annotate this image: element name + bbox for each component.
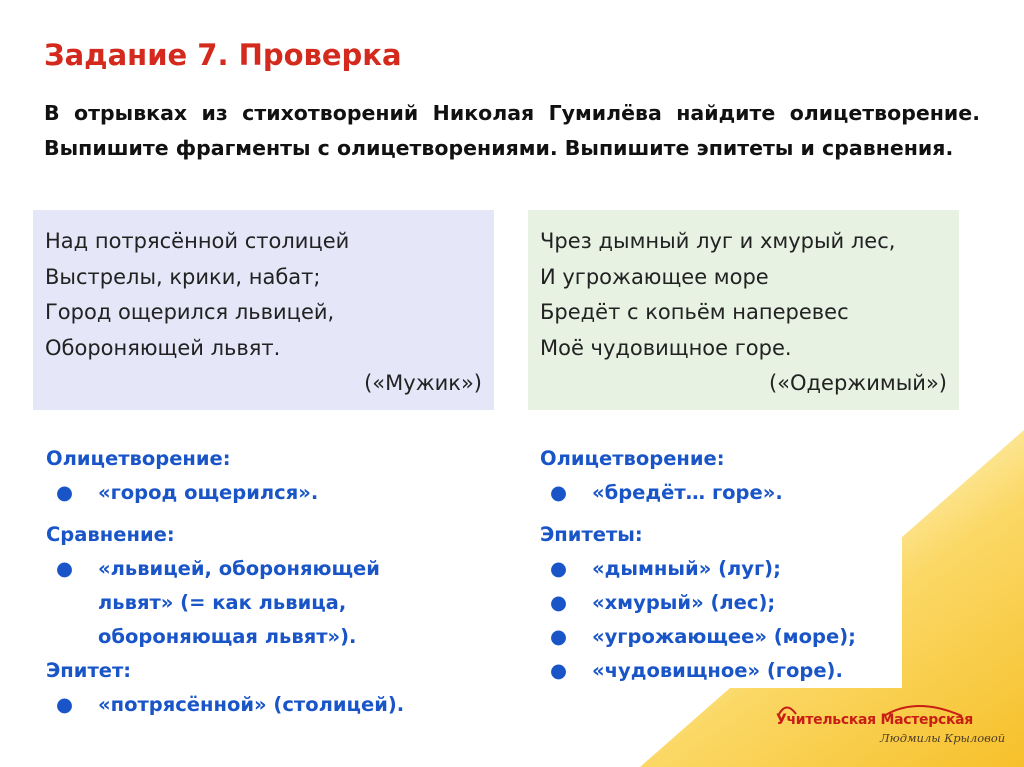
poem-line: Чрез дымный луг и хмурый лес, [540, 229, 896, 253]
item-text: «чудовищное» (горе). [592, 659, 843, 682]
poem-line: И угрожающее море [540, 264, 769, 289]
list-item [46, 476, 466, 510]
poem-line: Моё чудовищное горе. [540, 335, 792, 360]
poem-source: («Мужик») [364, 371, 482, 395]
list-item [540, 586, 902, 620]
task-text: В отрывках из стихотворений Николая Гумилёва найдите олицетворение. Выпишите фрагменты с олицетворениями. Выпишите эпитеты и сравнения. [44, 101, 980, 160]
item-text: «дымный» (луг); [592, 557, 781, 580]
answers-right [540, 442, 902, 688]
item-text: «бредёт… горе». [592, 481, 783, 504]
poem-line: Над потрясённой столицей [45, 229, 350, 253]
section-heading: Олицетворение: [46, 447, 231, 470]
bullet-icon: ● [56, 481, 74, 504]
poem-source: («Одержимый») [768, 371, 947, 395]
section-heading: Эпитеты: [540, 523, 643, 546]
section-heading: Сравнение: [46, 523, 175, 546]
item-text: львят» (= как львица, [98, 591, 347, 614]
list-item [540, 476, 902, 510]
poem-line: Обороняющей львят. [45, 335, 281, 360]
section-heading: Олицетворение: [540, 447, 725, 470]
logo-main-text: Учительская Мастерская [776, 712, 973, 728]
item-text: «город ощерился». [98, 481, 319, 504]
poem-line: Город ощерился львицей, [45, 300, 335, 324]
publisher-logo [776, 698, 1006, 748]
item-text: «хмурый» (лес); [592, 591, 776, 614]
poem-line: Бредёт с копьём наперевес [540, 300, 849, 324]
list-item [540, 552, 902, 586]
list-item [46, 552, 466, 654]
bullet-icon: ● [550, 591, 568, 614]
bullet-icon: ● [56, 693, 74, 716]
item-text: «потрясённой» (столицей). [98, 693, 405, 716]
bullet-icon: ● [56, 557, 74, 580]
item-text: «львицей, обороняющей [98, 557, 380, 580]
bullet-icon: ● [550, 659, 568, 682]
list-item [540, 620, 902, 654]
poem-line: Выстрелы, крики, набат; [45, 264, 321, 289]
list-item [46, 688, 466, 722]
page-title: Задание 7. Проверка [44, 38, 402, 72]
bullet-icon: ● [550, 625, 568, 648]
bullet-icon: ● [550, 557, 568, 580]
section-heading: Эпитет: [46, 659, 132, 682]
item-text: «угрожающее» (море); [592, 625, 856, 648]
bullet-icon: ● [550, 481, 568, 504]
poem-box-left [33, 210, 494, 410]
answers-left [46, 442, 466, 722]
poem-box-right [528, 210, 959, 410]
logo-sub-text: Людмилы Крыловой [880, 731, 1006, 745]
list-item [540, 654, 902, 688]
item-text: обороняющая львят»). [98, 625, 357, 648]
